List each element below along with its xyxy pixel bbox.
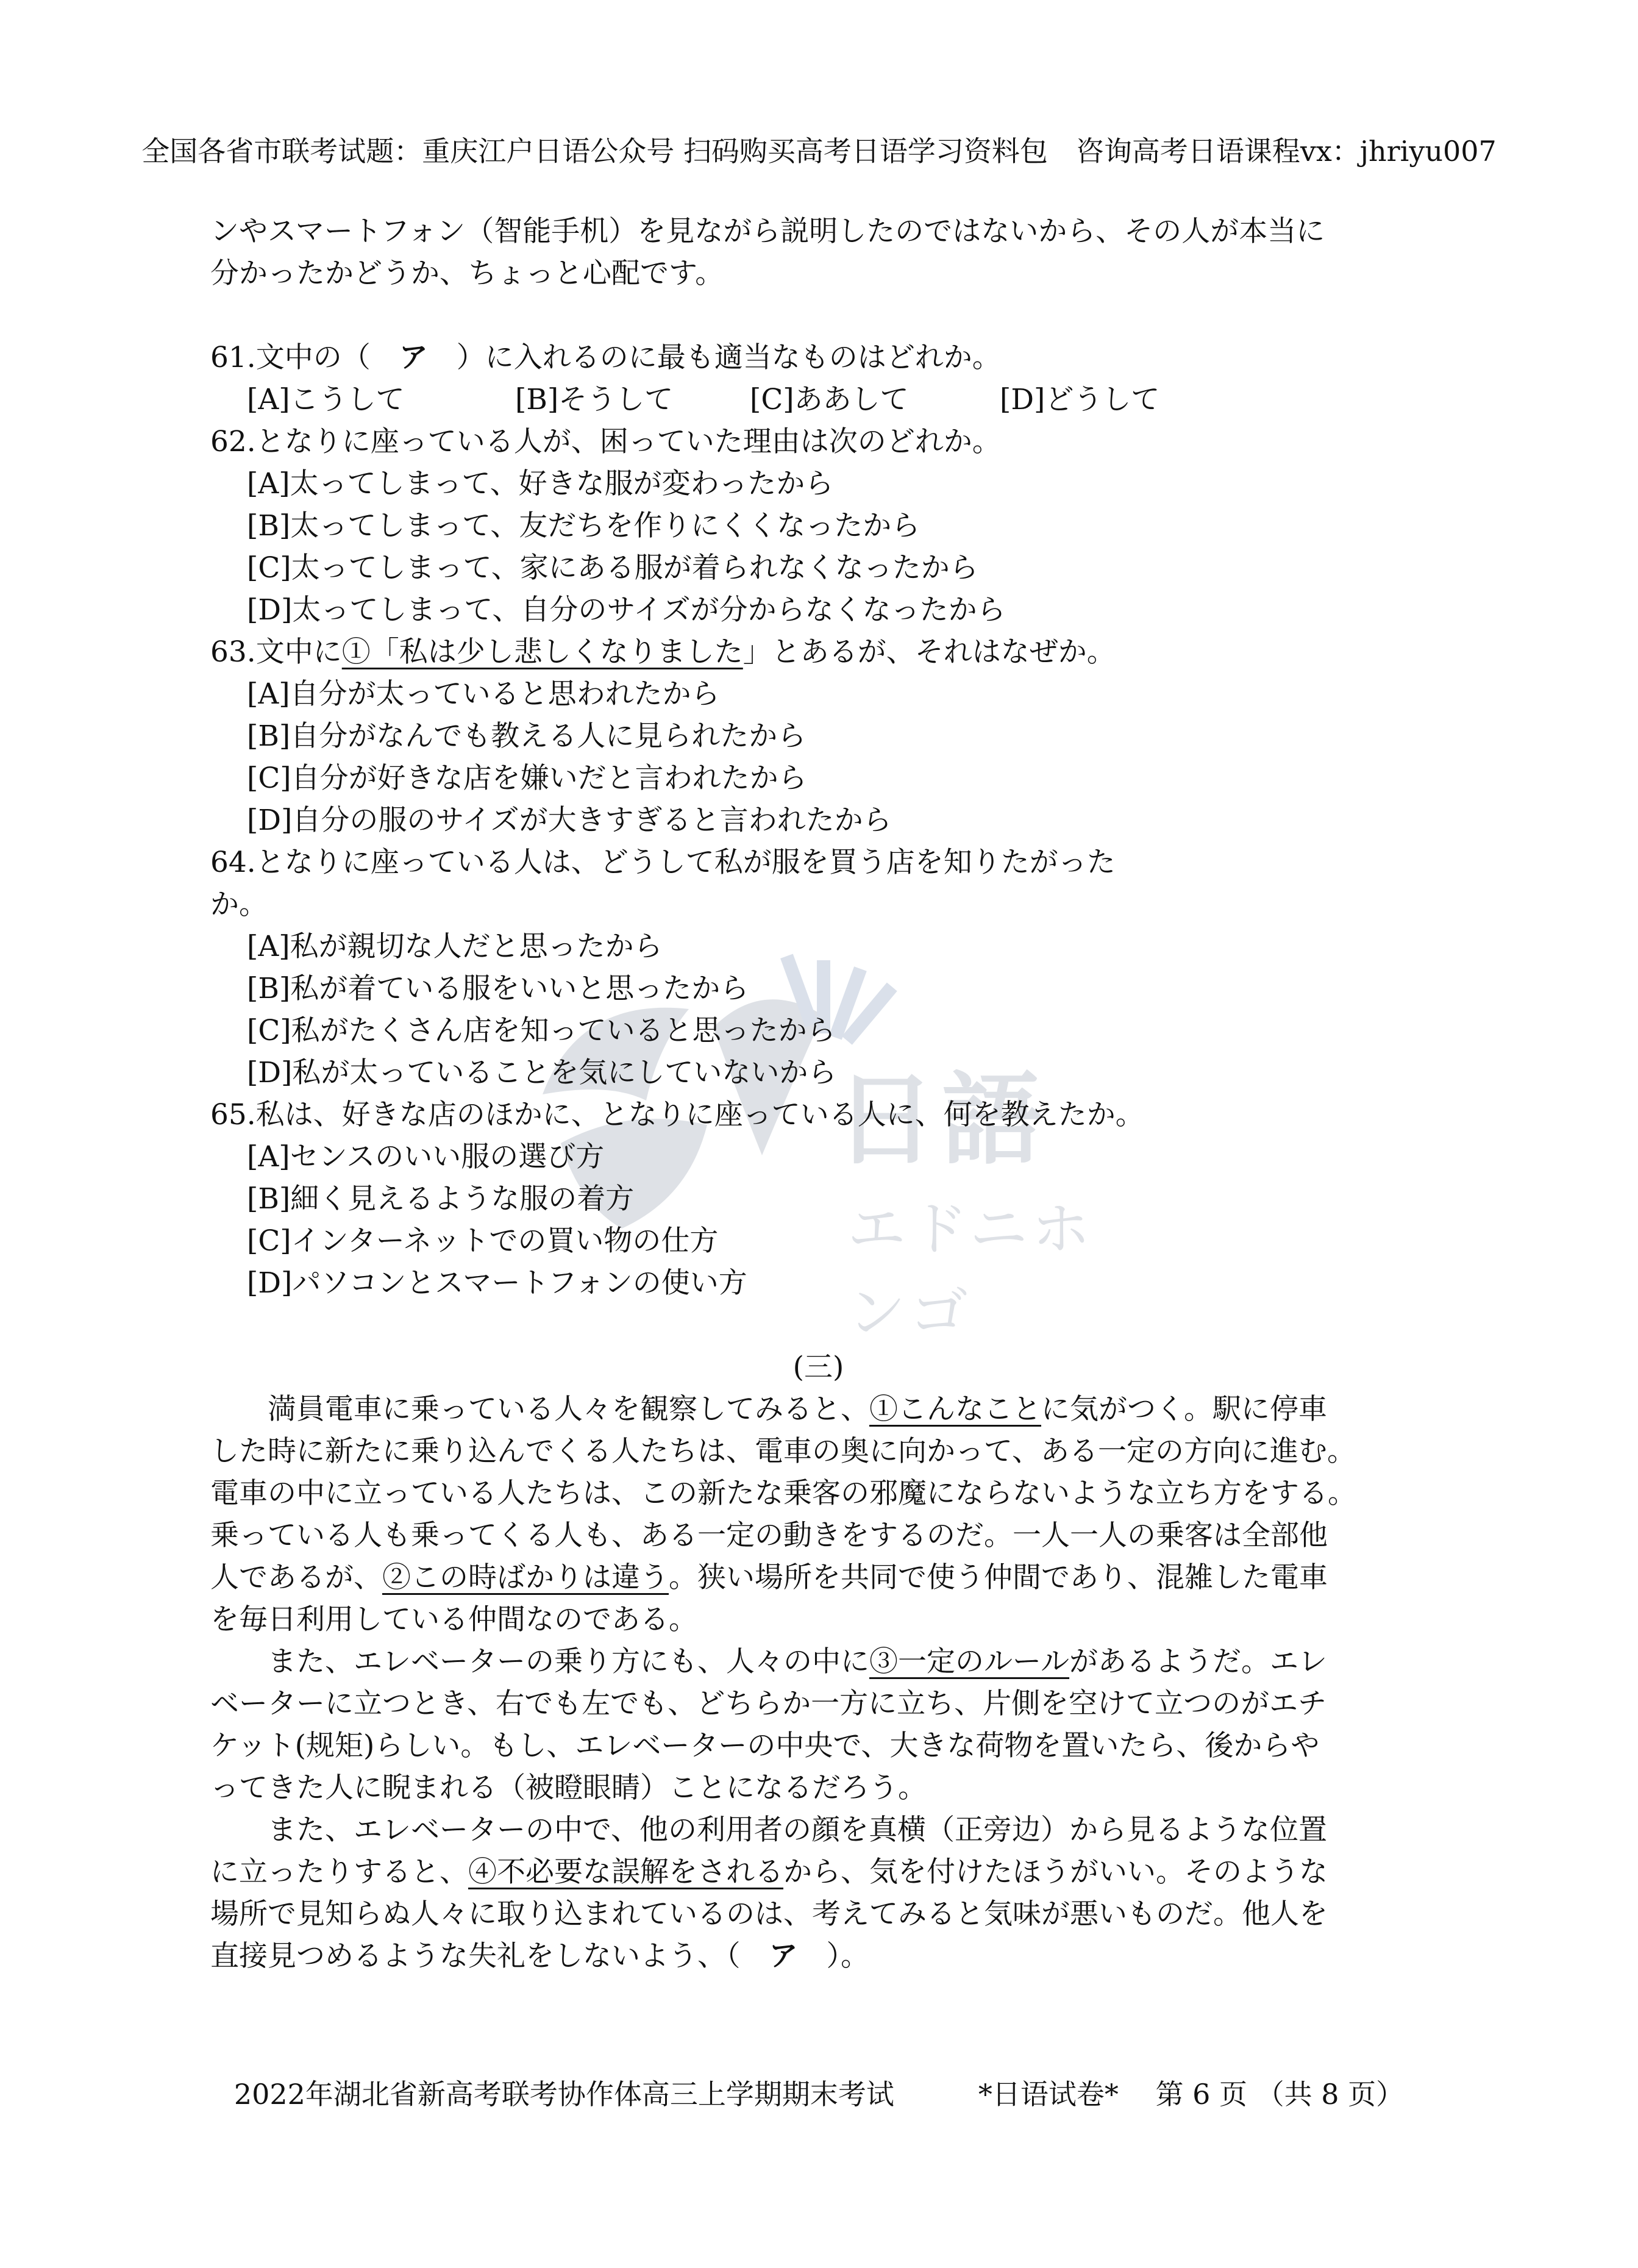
underlined-quote: ①「私は少し悲しくなりました [341,635,743,669]
option-c: [C]ああして [750,383,909,416]
option-a: [A]私が親切な人だと思ったから [247,930,663,963]
question-61-stem: 61.文中の（ ア ）に入れるのに最も適当なものはどれか。 [210,341,1001,374]
paragraph-line: 直接見つめるような失礼をしないよう、（ ア ）。 [210,1939,869,1973]
watermark-main-text: 日語 [835,1061,1049,1179]
option-c: [C]太ってしまって、家にある服が着られなくなったから [247,551,978,585]
option-a: [A]太ってしまって、好きな服が変わったから [247,467,834,501]
underlined-phrase: ③一定のルール [869,1645,1070,1678]
option-d: [D]自分の服のサイズが大きすぎると言われたから [247,804,892,837]
option-b: [B]太ってしまって、友だちを作りにくくなったから [247,509,920,543]
option-c: [C]私がたくさん店を知っていると思ったから [247,1014,836,1047]
option-a: [A]センスのいい服の選び方 [247,1140,605,1174]
exam-content [210,210,1426,1977]
option-d: [D]パソコンとスマートフォンの使い方 [247,1266,747,1300]
section-title: (三) [792,1350,844,1384]
paragraph-line: また、エレベーターの中で、他の利用者の顔を真横（正旁边）から見るような位置 [268,1813,1328,1847]
paragraph-line: 場所で見知らぬ人々に取り込まれているのは、考えてみると気味が悪いものだ。他人を [210,1897,1328,1931]
question-64-stem: 64.となりに座っている人は、どうして私が服を買う店を知りたがった [210,846,1116,879]
underlined-phrase: ①こんなこと [869,1393,1041,1426]
watermark-sub-text: エドニホンゴ [847,1195,1094,1347]
paragraph-line: を毎日利用している仲間なのである。 [210,1603,697,1636]
paragraph-line: ベーターに立つとき、右でも左でも、どちらか一方に立ち、片側を空けて立つのがエチ [210,1687,1327,1721]
question-65-stem: 65.私は、好きな店のほかに、となりに座っている人に、何を教えたか。 [210,1098,1144,1132]
question-61-options [210,379,1426,421]
passage-line: 分かったかどうか、ちょっと心配です。 [210,257,724,290]
paragraph-line: ケット(规矩)らしい。もし、エレベーターの中央で、大きな荷物を置いたら、後からや [210,1729,1320,1763]
page-header: 全国各省市联考试题：重庆江户日语公众号 扫码购买高考日语学习资料包 咨询高考日语课程vx：jhriyu007 [141,135,1497,168]
spacer [210,1304,1426,1346]
passage-line: ンやスマートフォン（智能手机）を見ながら説明したのではないから、その人が本当に [210,215,1325,248]
paragraph-line: また、エレベーターの乗り方にも、人々の中に③一定のルールがあるようだ。エレ [268,1645,1328,1678]
spacer [210,294,1426,337]
option-b: [B]そうして [515,383,674,416]
paragraph-line: に立ったりすると、④不必要な誤解をされるから、気を付けたほうがいい。そのような [210,1855,1328,1889]
option-b: [B]細く見えるような服の着方 [247,1182,635,1216]
option-a: [A]自分が太っていると思われたから [247,677,720,711]
blank-marker: ア [399,341,428,374]
paragraph-line: ってきた人に睨まれる（被瞪眼睛）ことになるだろう。 [210,1771,927,1805]
paragraph-line: 乗っている人も乗ってくる人も、ある一定の動きをするのだ。一人一人の乗客は全部他 [210,1519,1328,1552]
option-c: [C]インターネットでの買い物の仕方 [247,1224,719,1258]
underlined-phrase: ④不必要な誤解をされる [468,1855,783,1889]
question-63-stem: 63.文中に①「私は少し悲しくなりました」とあるが、それはなぜか。 [210,635,1116,669]
underlined-phrase: ②この時ばかりは違う [382,1561,669,1594]
paragraph-line: 電車の中に立っている人たちは、この新たな乗客の邪魔にならないような立ち方をする。 [210,1477,1356,1510]
paragraph-line: した時に新たに乗り込んでくる人たちは、電車の奥に向かって、ある一定の方向に進む。 [210,1435,1356,1468]
option-a: [A]こうして [247,383,405,416]
option-b: [B]私が着ている服をいいと思ったから [247,972,749,1005]
option-c: [C]自分が好きな店を嫌いだと言われたから [247,761,807,795]
paragraph-line: 人であるが、②この時ばかりは違う。狭い場所を共同で使う仲間であり、混雑した電車 [210,1561,1328,1594]
option-b: [B]自分がなんでも教える人に見られたから [247,719,807,753]
question-64-stem-cont: か。 [210,888,268,921]
blank-marker: ア [769,1939,798,1973]
option-d: [D]私が太っていることを気にしていないから [247,1056,837,1089]
option-d: [D]どうして [1000,383,1160,416]
paragraph-line: 満員電車に乗っている人々を観察してみると、①こんなことに気がつく。駅に停車 [268,1393,1328,1426]
question-62-stem: 62.となりに座っている人が、困っていた理由は次のどれか。 [210,425,1001,458]
page-footer: 2022年湖北省新高考联考协作体高三上学期期末考试 *日语试卷* 第 6 页 （共 8 页） [233,2078,1405,2111]
option-d: [D]太ってしまって、自分のサイズが分からなくなったから [247,593,1006,627]
